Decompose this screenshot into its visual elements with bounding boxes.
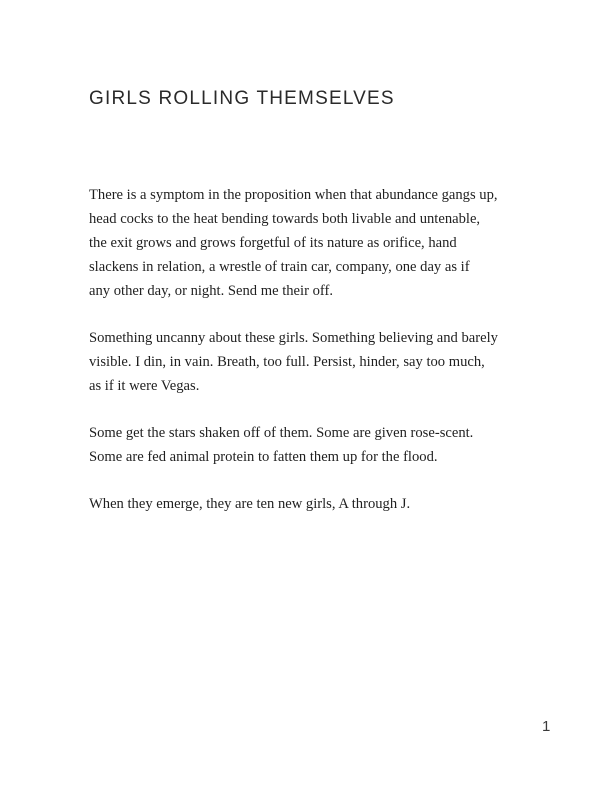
poem-line: visible. I din, in vain. Breath, too full. Persist, hinder, say too much, xyxy=(89,354,485,370)
poem-line: Some are fed animal protein to fatten them up for the flood. xyxy=(89,449,438,465)
poem-line: There is a symptom in the proposition when that abundance gangs up, xyxy=(89,187,498,203)
poem-body xyxy=(89,183,569,539)
stanza-2 xyxy=(89,326,569,398)
poem-line: as if it were Vegas. xyxy=(89,378,200,394)
stanza-4 xyxy=(89,492,569,516)
stanza-3 xyxy=(89,421,569,469)
poem-line: the exit grows and grows forgetful of its nature as orifice, hand xyxy=(89,235,457,251)
poem-line: any other day, or night. Send me their off. xyxy=(89,283,333,299)
stanza-1 xyxy=(89,183,569,303)
poem-title: GIRLS ROLLING THEMSELVES xyxy=(89,88,395,109)
page-number: 1 xyxy=(542,718,551,735)
poem-line: Some get the stars shaken off of them. Some are given rose-scent. xyxy=(89,425,474,441)
poem-line: Something uncanny about these girls. Something believing and barely xyxy=(89,330,498,346)
poem-line: When they emerge, they are ten new girls, A through J. xyxy=(89,496,411,512)
poem-line: slackens in relation, a wrestle of train car, company, one day as if xyxy=(89,259,470,275)
poem-line: head cocks to the heat bending towards both livable and untenable, xyxy=(89,211,481,227)
